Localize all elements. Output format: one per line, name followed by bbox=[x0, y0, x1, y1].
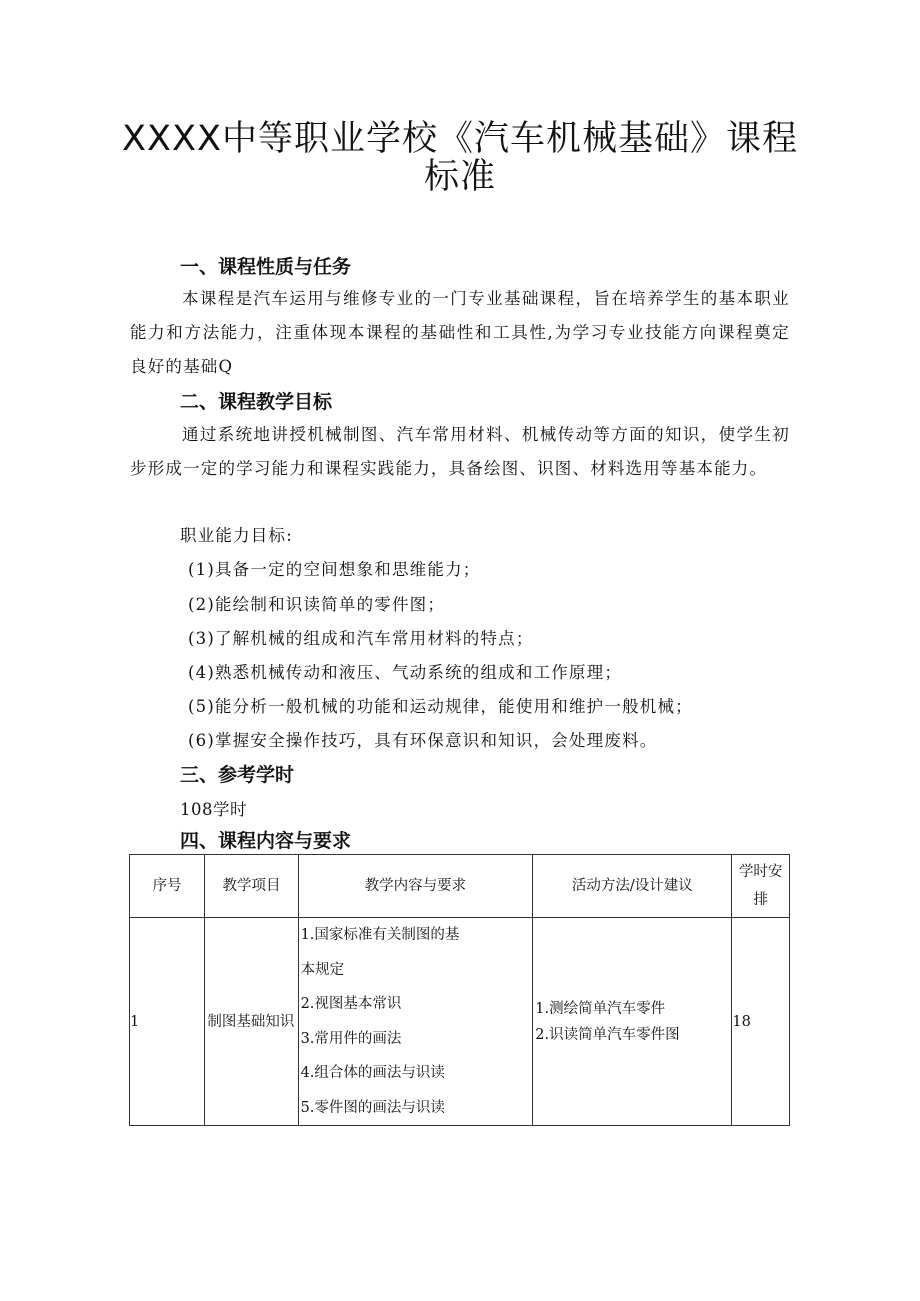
content-item: 4.组合体的画法与识读 bbox=[300, 1065, 445, 1081]
section-2-body: 通过系统地讲授机械制图、汽车常用材料、机械传动等方面的知识，使学生初步形成一定的学习能力和课程实践能力，具备绘图、识图、材料选用等基本能力。 bbox=[130, 425, 790, 478]
title-line-2: 标准 bbox=[423, 157, 496, 197]
col-header-content: 教学内容与要求 bbox=[298, 855, 533, 918]
section-3-heading: 三、参考学时 bbox=[180, 764, 295, 786]
hours-value: 108学时 bbox=[180, 800, 247, 819]
col-header-number: 序号 bbox=[130, 855, 205, 918]
activity-item: 1.测绘简单汽车零件 bbox=[535, 1000, 666, 1017]
content-item: 本规定 bbox=[300, 961, 345, 978]
page-title bbox=[100, 120, 820, 196]
col-header-hours: 学时安排 bbox=[732, 855, 790, 918]
content-item: 2.视图基本常识 bbox=[300, 996, 402, 1012]
content-item: 1.国家标准有关制图的基 bbox=[300, 927, 460, 943]
section-1-heading: 一、课程性质与任务 bbox=[180, 256, 352, 278]
section-4-heading: 四、课程内容与要求 bbox=[180, 830, 352, 852]
activity-list bbox=[533, 996, 731, 1048]
goal-item: (2)能绘制和识读简单的零件图； bbox=[188, 595, 446, 614]
activity-item: 2.识读简单汽车零件图 bbox=[535, 1026, 680, 1043]
goals-label: 职业能力目标: bbox=[180, 526, 293, 545]
goal-item: (6)掌握安全操作技巧，具有环保意识和知识，会处理废料。 bbox=[188, 731, 658, 750]
row-hours: 18 bbox=[732, 918, 790, 1126]
row-number: 1 bbox=[130, 918, 205, 1126]
table-header-row bbox=[130, 855, 790, 918]
section-1-body: 本课程是汽车运用与维修专业的一门专业基础课程，旨在培养学生的基本职业能力和方法能力，注重体现本课程的基础性和工具性,为学习专业技能方向课程奠定良好的基础Q bbox=[130, 289, 790, 376]
course-content-table bbox=[129, 854, 790, 1126]
content-item: 3.常用件的画法 bbox=[300, 1030, 402, 1047]
title-line-1: XXXX中等职业学校《汽车机械基础》课程 bbox=[122, 119, 798, 159]
row-content bbox=[298, 918, 533, 1126]
row-activities bbox=[533, 918, 732, 1126]
content-item: 5.零件图的画法与识读 bbox=[300, 1099, 445, 1116]
section-2-heading: 二、课程教学目标 bbox=[180, 391, 333, 413]
goal-item: (3)了解机械的组成和汽车常用材料的特点； bbox=[188, 629, 534, 648]
content-list bbox=[299, 918, 533, 1125]
row-project-text: 制图基础知识 bbox=[207, 1013, 295, 1030]
goal-item: (1)具备一定的空间想象和思维能力； bbox=[188, 560, 481, 579]
col-header-activity: 活动方法/设计建议 bbox=[533, 855, 732, 918]
table-row bbox=[130, 918, 790, 1126]
row-project bbox=[205, 918, 298, 1126]
col-header-project: 教学项目 bbox=[205, 855, 298, 918]
goal-item: (4)熟悉机械传动和液压、气动系统的组成和工作原理； bbox=[188, 663, 623, 682]
goal-item: (5)能分析一般机械的功能和运动规律，能使用和维护一般机械； bbox=[188, 697, 693, 716]
